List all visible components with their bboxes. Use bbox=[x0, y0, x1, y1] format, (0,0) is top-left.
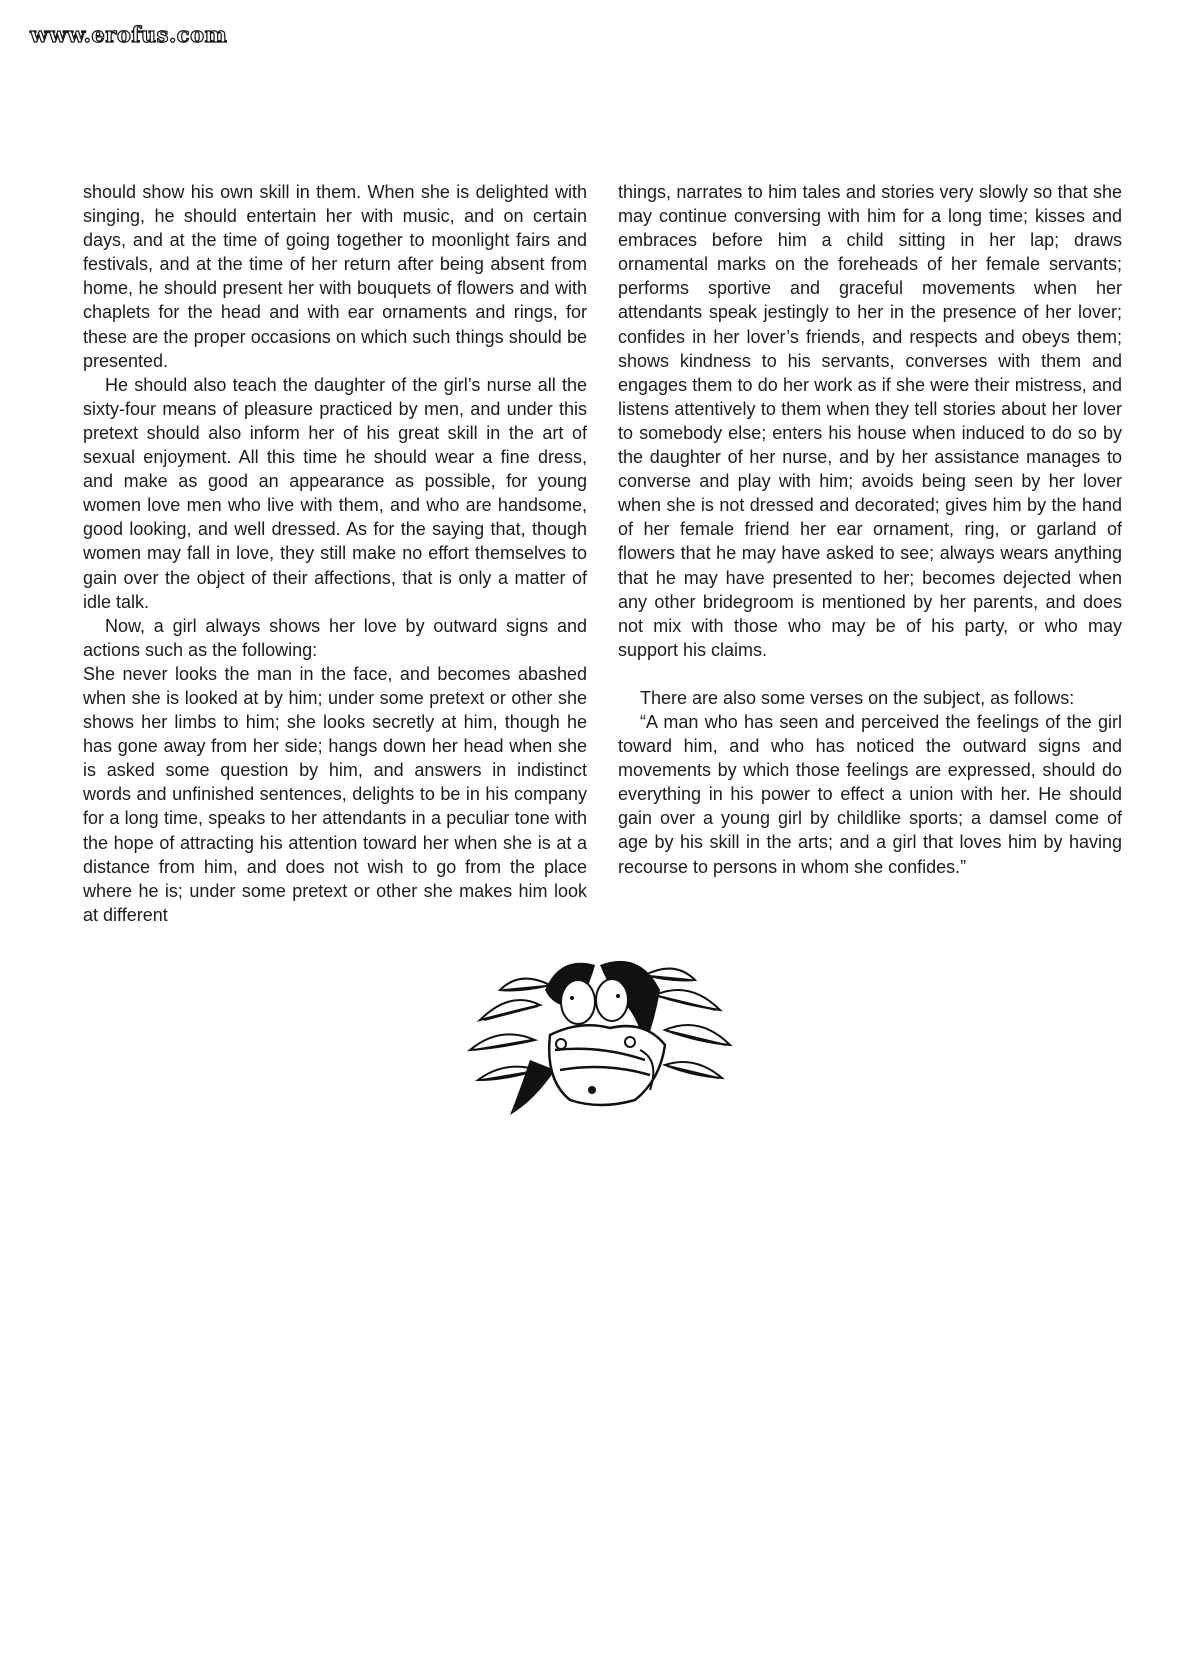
paragraph: should show his own skill in them. When she is delighted with singing, he should entertain her with music, and on certain days, and at the time of going together to moonlight fairs and festivals, and at the time of her return after being absent from home, he should present her with bouquets of flowers and with chaplets for the head and with ear ornaments and rings, for these are the proper occasions on which such things should be presented. bbox=[83, 182, 587, 371]
embracing-couple-ink-drawing-icon bbox=[460, 950, 740, 1125]
paragraph: He should also teach the daughter of the girl’s nurse all the sixty-four means of pleasure practiced by men, and under this pretext should also inform her of his great skill in the art of sexual enjoyment. All this time he should wear a fine dress, and make as good an appearance as possible, for young women love men who live with them, and who are handsome, good looking, and well dressed. As for the saying that, though women may fall in love, they still make no effort themselves to gain over the object of their affections, that is only a matter of idle talk. bbox=[83, 374, 587, 612]
paragraph-spacer bbox=[618, 662, 1122, 686]
site-watermark: www.erofus.com bbox=[30, 22, 228, 47]
paragraph: Now, a girl always shows her love by outward signs and actions such as the following: bbox=[83, 615, 587, 660]
embracing-couple-illustration bbox=[460, 950, 740, 1125]
text-column-right bbox=[618, 180, 1122, 879]
text-column-left bbox=[83, 180, 587, 927]
paragraph: things, narrates to him tales and stories very slowly so that she may continue conversing with him for a long time; kisses and embraces before him a child sitting in her lap; draws ornamental marks on the foreheads of her female servants; performs sportive and graceful movements when her attendants speak jestingly to her in the presence of her lover; confides in her lover’s friends, and respects and obeys them; shows kindness to his servants, converses with them and engages them to do her work as if she were their mistress, and listens attentively to them when they tell stories about her lover to somebody else; enters his house when induced to do so by the daughter of her nurse, and by her assistance manages to converse and play with him; avoids being seen by her lover when she is not dressed and decorated; gives him by the hand of her female friend her ear ornament, ring, or garland of flowers that he may have asked to see; always wears anything that he may have presented to her; becomes dejected when any other bridegroom is mentioned by her parents, and does not mix with those who may be of his party, or who may support his claims. bbox=[618, 182, 1122, 660]
paragraph: There are also some verses on the subject, as follows: bbox=[640, 687, 1075, 708]
paragraph: She never looks the man in the face, and becomes abashed when she is looked at by him; under some pretext or other she shows her limbs to him; she looks secretly at him, though he has gone away from her side; hangs down her head when she is asked some question by him, and answers in indistinct words and unfinished sentences, delights to be in his company for a long time, speaks to her attendants in a peculiar tone with the hope of attracting his attention toward her when she is at a distance from him, and does not wish to go from the place where he is; under some pretext or other she makes him look at different bbox=[83, 663, 587, 925]
paragraph: “A man who has seen and perceived the feelings of the girl toward him, and who has noticed the outward signs and movements by which those feelings are expressed, should do everything in his power to effect a union with her. He should gain over a young girl by childlike sports; a damsel come of age by his skill in the arts; and a girl that loves him by having recourse to persons in whom she confides.” bbox=[618, 711, 1122, 877]
